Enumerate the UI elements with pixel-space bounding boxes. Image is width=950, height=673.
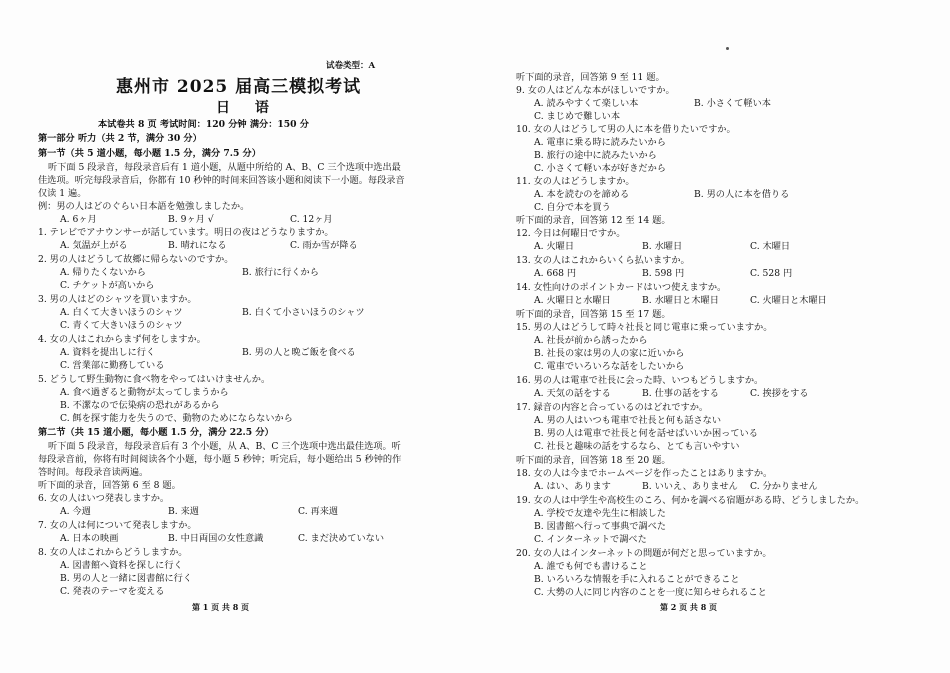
option-a: A. 誰でも何でも書けること xyxy=(534,561,648,572)
option-c: C. 挨拶をする xyxy=(750,388,809,399)
page-footer: 第 2 页 共 8 页 xyxy=(660,602,718,612)
question: 8. 女の人はこれからどうしますか。 xyxy=(38,547,188,558)
question: 15. 男の人はどうして時々社長と同じ電車に乗っていますか。 xyxy=(516,322,773,333)
question: 16. 男の人は電車で社長に会った時、いつもどうしますか。 xyxy=(516,375,764,386)
option-c: C. 餌を探す能力を失うので、動物のためにならないから xyxy=(60,413,293,424)
option-a: A. 図書館へ資料を探しに行く xyxy=(60,560,183,571)
option-a: A. 白くて大きいほうのシャツ xyxy=(60,307,183,318)
group-heading: 听下面的录音，回答第 6 至 8 题。 xyxy=(38,480,181,491)
option-a: A. 電車に乗る時に読みたいから xyxy=(534,137,666,148)
option-b: B. 不潔なので伝染病の恐れがあるから xyxy=(60,400,220,411)
option-a: A. 読みやすくて楽しい本 xyxy=(534,98,639,109)
option-c: C. 分かりません xyxy=(750,481,818,492)
option-a: A. 火曜日 xyxy=(534,241,575,252)
example-question: 例：男の人はどのぐらい日本語を勉強しましたか。 xyxy=(38,201,250,212)
exam-title: 惠州市 2025 届高三模拟考试 xyxy=(116,77,362,97)
section2-instructions: 每段录音前，你将有时间阅读各个小题，每小题 5 秒钟；听完后，每小题给出 5 秒钟的作 xyxy=(38,454,402,465)
part1-heading: 第一部分 听力（共 2 节，满分 30 分） xyxy=(38,133,202,144)
section2-instructions: 听下面 5 段录音，每段录音后有 3 个小题，从 A、B、C 三个选项中选出最佳选项。听 xyxy=(48,441,401,452)
question: 11. 女の人はどうしますか。 xyxy=(516,176,635,187)
question: 20. 女の人はインターネットの問題が何だと思っていますか。 xyxy=(516,548,772,559)
option-a: A. 本を読むのを諦める xyxy=(534,189,630,200)
section1-instructions: 仅读 1 遍。 xyxy=(38,188,87,199)
option-c: C. 雨か雪が降る xyxy=(290,240,358,251)
option-c: C. 再来週 xyxy=(298,506,339,517)
question: 18. 女の人は今までホームページを作ったことはありますか。 xyxy=(516,468,773,479)
option-b: B. いいえ、ありません xyxy=(642,481,738,492)
section1-instructions: 听下面 5 段录音，每段录音后有 1 道小题，从题中所给的 A、B、C 三个选项中选出最 xyxy=(48,162,401,173)
option-b: B. 旅行に行くから xyxy=(242,267,319,278)
question: 7. 女の人は何について発表しますか。 xyxy=(38,520,197,531)
option-b: B. 仕事の話をする xyxy=(642,388,719,399)
option-a: A. 食べ過ぎると動物が太ってしまうから xyxy=(60,387,229,398)
option-a: A. 今週 xyxy=(60,506,91,517)
section1-heading: 第一节（共 5 道小题，每小题 1.5 分，满分 7.5 分） xyxy=(38,148,261,159)
group-heading: 听下面的录音，回答第 15 至 17 题。 xyxy=(516,309,671,320)
option-c: C. 発表のテーマを変える xyxy=(60,586,165,597)
group-heading: 听下面的录音，回答第 12 至 14 题。 xyxy=(516,215,671,226)
option-c: C. 営業部に勤務している xyxy=(60,360,165,371)
option-a: A. 火曜日と水曜日 xyxy=(534,295,611,306)
option-b: B. 白くて小さいほうのシャツ xyxy=(242,307,365,318)
option-c: C. 528 円 xyxy=(750,268,793,279)
question: 6. 女の人はいつ発表しますか。 xyxy=(38,493,170,504)
exam-info: 本试卷共 8 页 考试时间：120 分钟 满分：150 分 xyxy=(98,119,309,130)
question: 5. どうして野生動物に食べ物をやってはいけませんか。 xyxy=(38,374,271,385)
option-a: A. 日本の映画 xyxy=(60,533,119,544)
option-b: B. 中日両国の女性意識 xyxy=(168,533,264,544)
question: 4. 女の人はこれからまず何をしますか。 xyxy=(38,334,206,345)
option-a: A. 天気の話をする xyxy=(534,388,611,399)
option-a: A. 帰りたくないから xyxy=(60,267,146,278)
option-c: C. 青くて大きいほうのシャツ xyxy=(60,320,183,331)
option-c: C. 大勢の人に同じ内容のことを一度に知らせられること xyxy=(534,587,767,598)
option-b: B. 来週 xyxy=(168,506,199,517)
option-a: A. 資料を提出しに行く xyxy=(60,347,156,358)
option-b: B. 旅行の途中に読みたいから xyxy=(534,150,657,161)
option-a: A. 6ヶ月 xyxy=(60,214,97,225)
scan-speck xyxy=(726,47,729,50)
question: 17. 録音の内容と合っているのはどれですか。 xyxy=(516,402,709,413)
question: 2. 男の人はどうして故郷に帰らないのですか。 xyxy=(38,254,234,265)
option-b: B. 社長の家は男の人の家に近いから xyxy=(534,348,685,359)
section2-heading: 第二节（共 15 道小题，每小题 1.5 分，满分 22.5 分） xyxy=(38,427,274,438)
section1-instructions: 佳选项。听完每段录音后，你都有 10 秒钟的时间来回答该小题和阅读下一小题。每段录音 xyxy=(38,175,405,186)
option-b: B. 598 円 xyxy=(642,268,685,279)
option-b: B. 水曜日と木曜日 xyxy=(642,295,719,306)
page-footer: 第 1 页 共 8 页 xyxy=(192,602,250,612)
option-c: C. インターネットで調べた xyxy=(534,534,647,545)
option-c: C. 自分で本を買う xyxy=(534,202,611,213)
question: 9. 女の人はどんな本がほしいですか。 xyxy=(516,85,675,96)
option-b: B. 図書館へ行って事典で調べた xyxy=(534,521,667,532)
question: 1. テレビでアナウンサーが話しています。明日の夜はどうなりますか。 xyxy=(38,227,334,238)
option-c: C. チケットが高いから xyxy=(60,280,155,291)
option-c: C. 社長と趣味の話をするなら、とても言いやすい xyxy=(534,441,740,452)
option-a: A. 学校で友達や先生に相談した xyxy=(534,508,666,519)
option-a: A. はい、あります xyxy=(534,481,611,492)
option-b: B. 9ヶ月 √ xyxy=(168,214,214,225)
question: 13. 女の人はこれからいくら払いますか。 xyxy=(516,255,690,266)
question: 14. 女性向けのポイントカードはいつ使えますか。 xyxy=(516,282,727,293)
option-c: C. まだ決めていない xyxy=(298,533,385,544)
option-c: C. まじめで難しい本 xyxy=(534,111,621,122)
option-b: B. 男の人は電車で社長と何を話せばいいか困っている xyxy=(534,428,758,439)
option-b: B. 小さくて軽い本 xyxy=(694,98,771,109)
option-b: B. 水曜日 xyxy=(642,241,683,252)
paper-type: 试卷类型：A xyxy=(326,61,376,71)
option-a: A. 668 円 xyxy=(534,268,577,279)
group-heading: 听下面的录音，回答第 18 至 20 题。 xyxy=(516,455,671,466)
option-b: B. 男の人と晩ご飯を食べる xyxy=(242,347,356,358)
option-c: C. 火曜日と木曜日 xyxy=(750,295,827,306)
option-b: B. 男の人と一緒に図書館に行く xyxy=(60,573,193,584)
option-c: C. 小さくて軽い本が好きだから xyxy=(534,163,666,174)
question: 3. 男の人はどのシャツを買いますか。 xyxy=(38,294,197,305)
question: 12. 今日は何曜日ですか。 xyxy=(516,228,626,239)
section2-instructions: 答时间。每段录音读两遍。 xyxy=(38,467,149,478)
question: 19. 女の人は中学生や高校生のころ、何かを調べる宿題がある時、どうしましたか。 xyxy=(516,495,865,506)
option-c: C. 電車でいろいろな話をしたいから xyxy=(534,361,685,372)
option-c: C. 木曜日 xyxy=(750,241,791,252)
option-b: B. 晴れになる xyxy=(168,240,227,251)
option-a: A. 社長が前から誘ったから xyxy=(534,335,648,346)
option-b: B. いろいろな情報を手に入れることができること xyxy=(534,574,740,585)
option-b: B. 男の人に本を借りる xyxy=(694,189,790,200)
question: 10. 女の人はどうして男の人に本を借りたいですか。 xyxy=(516,124,736,135)
exam-subject: 日 语 xyxy=(216,100,279,116)
option-a: A. 気温が上がる xyxy=(60,240,128,251)
option-c: C. 12ヶ月 xyxy=(290,214,333,225)
option-a: A. 男の人はいつも電車で社長と何も話さない xyxy=(534,415,722,426)
group-heading: 听下面的录音，回答第 9 至 11 题。 xyxy=(516,72,665,83)
